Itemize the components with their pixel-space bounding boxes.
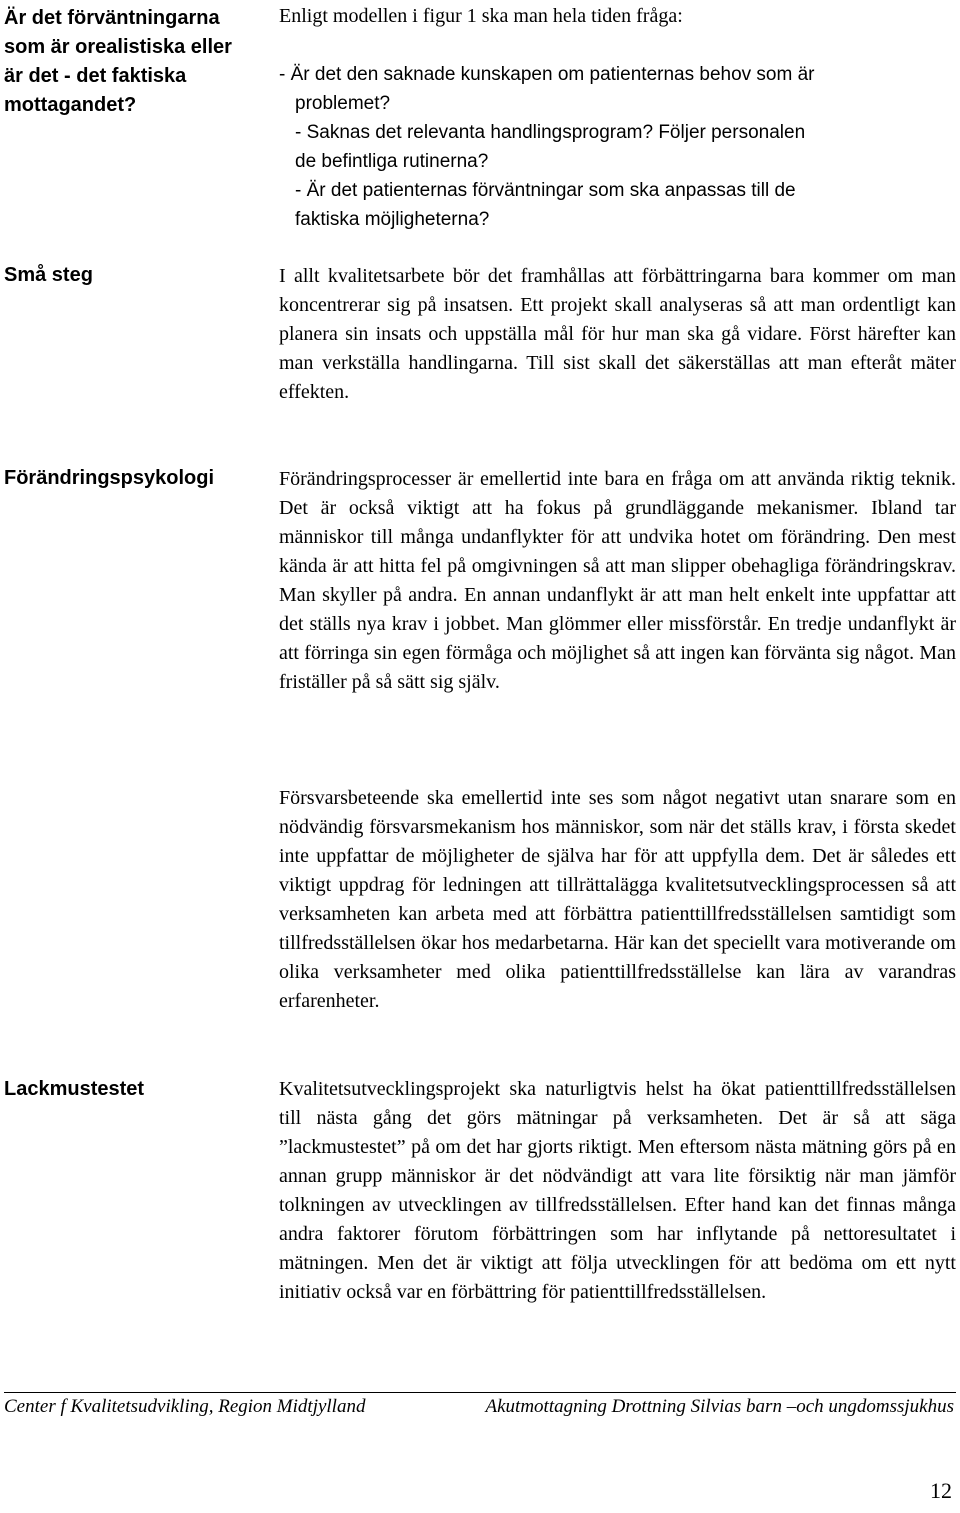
- sidebar-heading-lackmustestet: Lackmustestet: [4, 1078, 145, 1100]
- question-3-cont: faktiska möjligheterna?: [295, 209, 490, 230]
- question-1-cont: problemet?: [295, 93, 391, 114]
- page-number: 12: [930, 1478, 952, 1503]
- paragraph-forandringspsykologi: Förändringsprocesser är emellertid inte bara en fråga om att använda riktig teknik. Det är också viktigt att ha fokus på grundläggande mekanismer. Ibland tar människor till många undanflykter för att undvika hotet om förändring. Den mest kända är att hitta fel på omgivningen så att man slipper obehagliga förändringskrav. Man skyller på andra. En annan undanflykt är att man helt enkelt inte uppfattar att det ställs nya krav i jobbet. Man glömmer eller missförstår. En tredje undanflykt är att förringa sin egen förmåga och möjlighet så att ingen kan förvänta sig något. Man friställer på så sätt sig själv.: [279, 468, 956, 693]
- footer-divider: [4, 1392, 956, 1393]
- sidebar-heading-expectations: Är det förväntningarna som är orealistiska eller är det - det faktiska mottagandet?: [4, 7, 232, 116]
- question-1: - Är det den saknade kunskapen om patienternas behov som är: [279, 64, 815, 85]
- question-2-cont: de befintliga rutinerna?: [295, 151, 489, 172]
- intro-line: Enligt modellen i figur 1 ska man hela tiden fråga:: [279, 5, 683, 27]
- paragraph-sma-steg: I allt kvalitetsarbete bör det framhållas att förbättringarna bara kommer om man koncentrerar sig på insatsen. Ett projekt skall analyseras så att man ordentligt kan planera sin insats och uppställa mål för hur man ska gå vidare. Först härefter kan man verkställa handlingarna. Till sist skall det säkerställas att man efteråt mäter effekten.: [279, 265, 956, 403]
- sidebar-heading-forandringspsykologi: Förändringspsykologi: [4, 467, 215, 489]
- footer-right-text: Akutmottagning Drottning Silvias barn –och ungdomssjukhus: [485, 1396, 954, 1417]
- question-3: - Är det patienternas förväntningar som ska anpassas till de: [295, 180, 796, 201]
- sidebar-heading-sma-steg: Små steg: [4, 264, 93, 286]
- paragraph-forsvarsbeteende: Försvarsbeteende ska emellertid inte ses som något negativt utan snarare som en nödvändig försvarsmekanism hos människor, som när det ställs krav, i första skedet inte uppfattar de möjligheter de själva har för att uppfylla dem. Det är således ett viktigt uppdrag för ledningen att tillrättalägga kvalitetsutvecklingsprocessen så att verksamheten kan arbeta med att förbättra patienttillfredsställelsen samtidigt som tillfredsställelsen ökar hos medarbetarna. Här kan det speciellt vara motiverande om olika verksamheter med olika patienttillfredsställelse kan lära av varandras erfarenheter.: [279, 787, 956, 1012]
- footer-left-text: Center f Kvalitetsudvikling, Region Midtjylland: [4, 1396, 366, 1417]
- paragraph-lackmustestet: Kvalitetsutvecklingsprojekt ska naturligtvis helst ha ökat patienttillfredsställelsen till nästa gång det görs mätningar på verksamheten. Det är så att säga ”lackmustestet” på om det har gjorts riktigt. Men eftersom nästa mätning görs på en annan grupp människor är det nödvändigt att vara lite försiktig när man jämför tolkningen av utvecklingen av tillfredsställelsen. Efter hand kan det finnas många andra faktorer förutom förbättringen som har inflytande på nettoresultatet i mätningen. Men det är viktigt att följa utvecklingen för att bedöma om ett nytt initiativ också var en förbättring för patienttillfredsställelsen.: [279, 1078, 956, 1303]
- question-2: - Saknas det relevanta handlingsprogram? Följer personalen: [295, 122, 806, 143]
